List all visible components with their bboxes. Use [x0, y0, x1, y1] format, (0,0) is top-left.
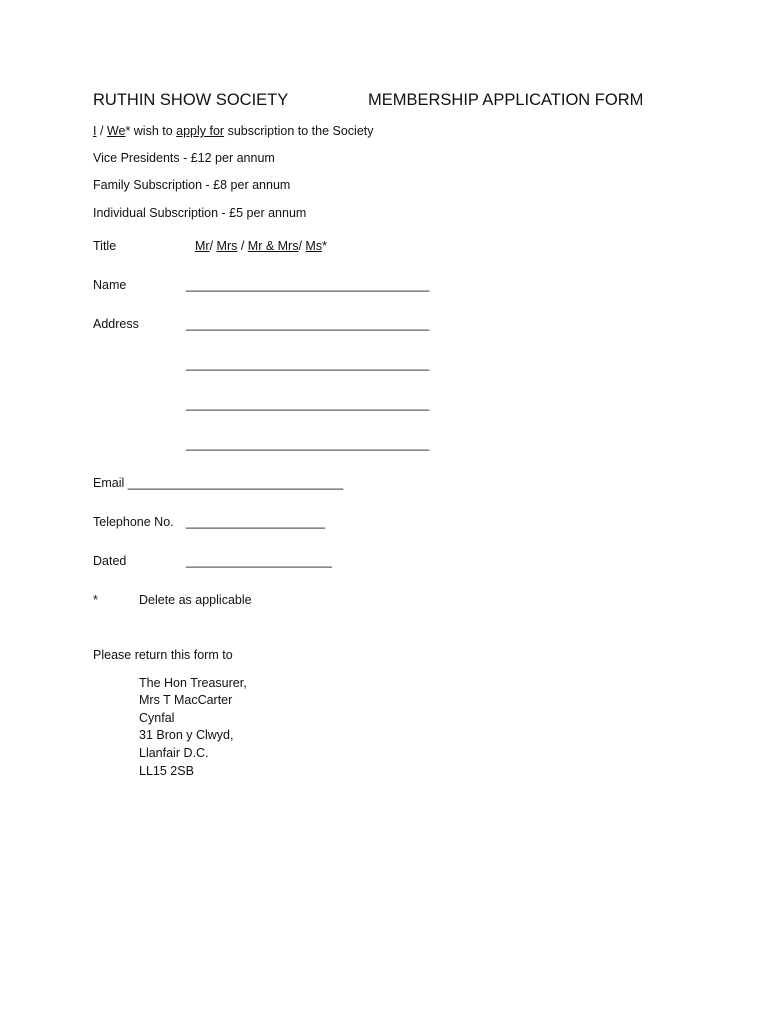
- telephone-field[interactable]: ____________________: [186, 515, 326, 529]
- dated-label: Dated: [93, 554, 127, 568]
- rate-individual: Individual Subscription - £5 per annum: [93, 206, 307, 220]
- telephone-label: Telephone No.: [93, 515, 174, 529]
- intro-line: I / We* wish to apply for subscription to the Society: [93, 124, 374, 138]
- title-label: Title: [93, 239, 117, 253]
- address-field-line-2[interactable]: ___________________________________: [186, 357, 430, 371]
- email-row: [93, 476, 343, 490]
- note-text: Delete as applicable: [139, 593, 252, 607]
- address-label: Address: [93, 317, 139, 331]
- name-label: Name: [93, 278, 127, 292]
- dated-field[interactable]: _____________________: [186, 554, 332, 568]
- apply-for: apply for: [176, 124, 225, 138]
- email-label: Email: [93, 476, 125, 490]
- return-address-line: Cynfal: [139, 711, 175, 725]
- return-address-line: Llanfair D.C.: [139, 746, 209, 760]
- title-option-mrs[interactable]: Mrs: [216, 239, 238, 253]
- rate-family: Family Subscription - £8 per annum: [93, 178, 291, 192]
- rate-vice-presidents: Vice Presidents - £12 per annum: [93, 151, 275, 165]
- address-field-line-1[interactable]: ___________________________________: [186, 317, 430, 331]
- org-name: RUTHIN SHOW SOCIETY: [93, 91, 289, 109]
- title-options: Mr/ Mrs / Mr & Mrs/ Ms*: [195, 239, 327, 253]
- name-field[interactable]: ___________________________________: [186, 278, 430, 292]
- return-intro: Please return this form to: [93, 648, 233, 662]
- option-we[interactable]: We: [106, 124, 126, 138]
- note-asterisk: *: [93, 593, 98, 607]
- form-title: MEMBERSHIP APPLICATION FORM: [368, 91, 644, 109]
- return-address-line: The Hon Treasurer,: [139, 676, 247, 690]
- email-field[interactable]: _______________________________: [127, 476, 344, 490]
- return-address-line: Mrs T MacCarter: [139, 693, 233, 707]
- address-field-line-3[interactable]: ___________________________________: [186, 397, 430, 411]
- title-option-mr[interactable]: Mr: [195, 239, 210, 253]
- title-option-ms[interactable]: Ms: [305, 239, 323, 253]
- return-address-line: 31 Bron y Clwyd,: [139, 728, 234, 742]
- title-option-mr-mrs[interactable]: Mr & Mrs: [247, 239, 299, 253]
- address-field-line-4[interactable]: ___________________________________: [186, 437, 430, 451]
- option-i[interactable]: I: [93, 124, 97, 138]
- return-address-line: LL15 2SB: [139, 764, 194, 778]
